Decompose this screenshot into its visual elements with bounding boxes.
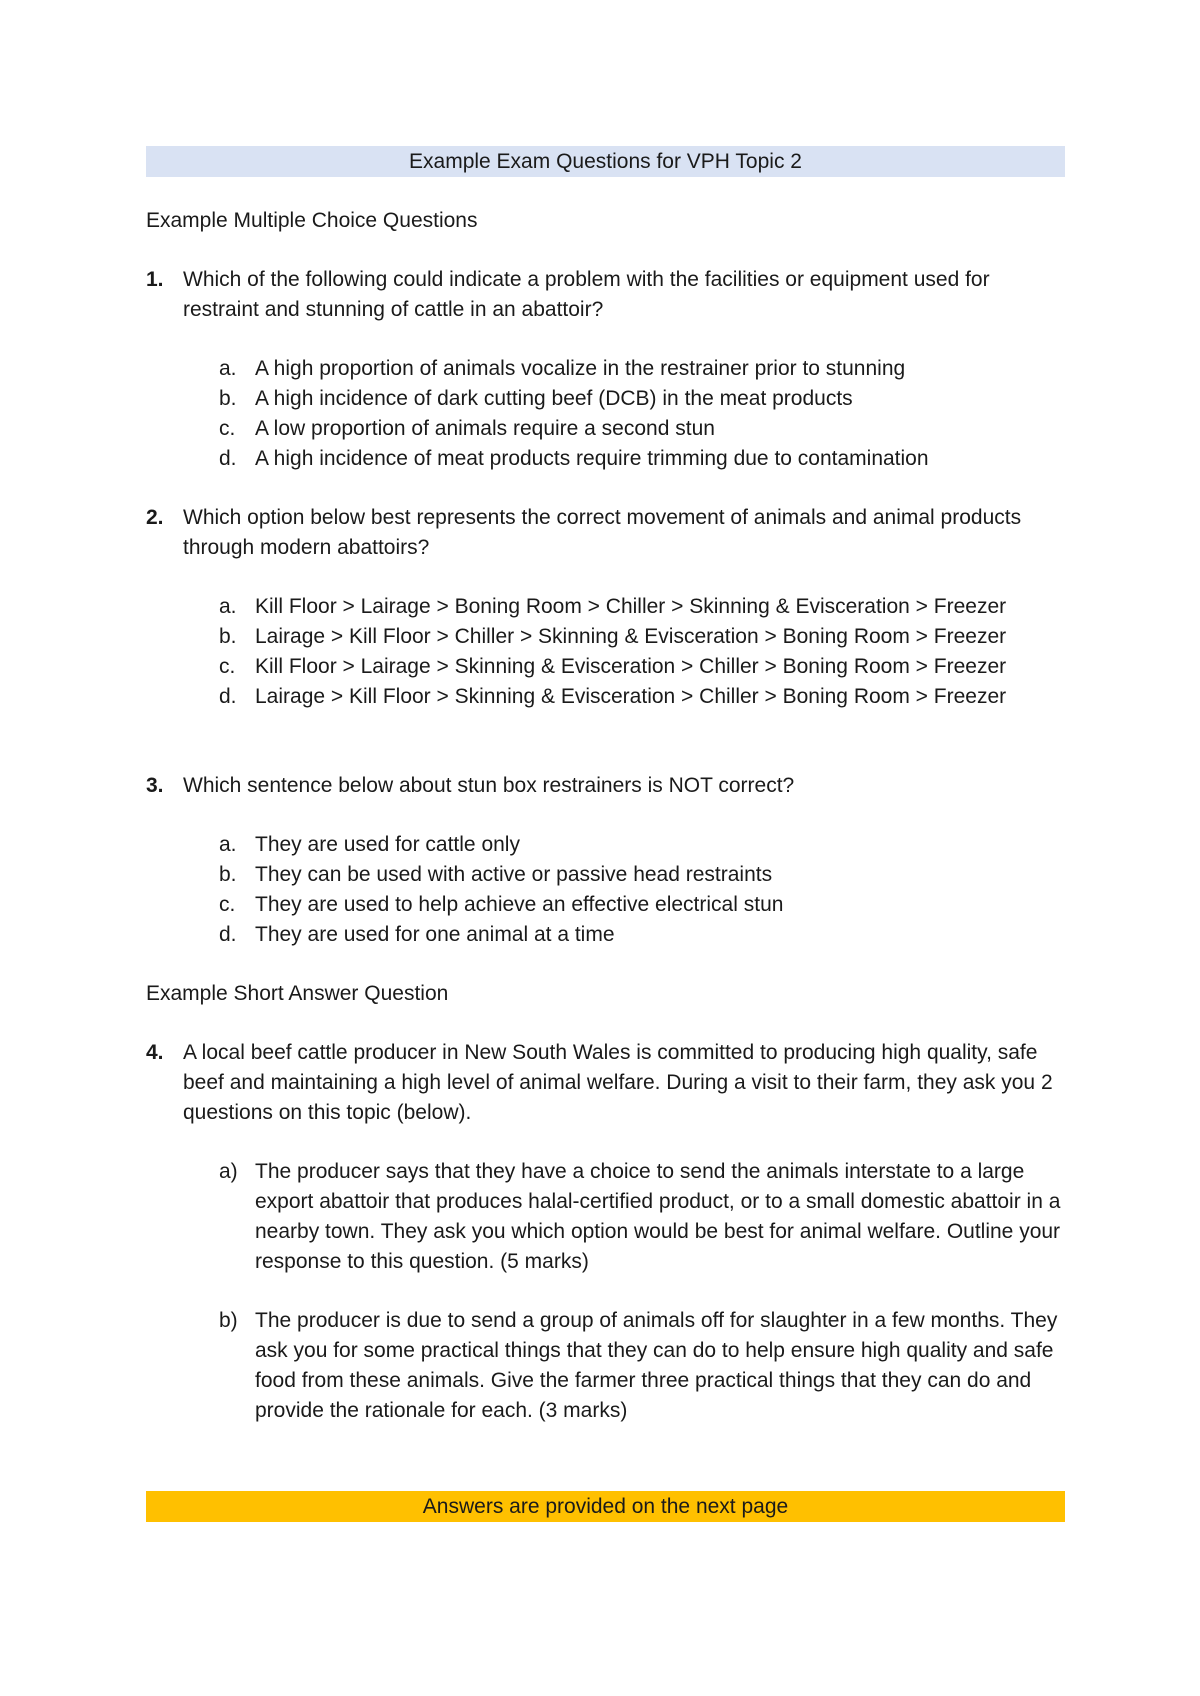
option-letter: b.	[219, 625, 237, 648]
question-text: A local beef cattle producer in New South Wales is committed to producing high quality, safe beef and maintaining a high level of animal welfare. During a visit to their farm, they ask you 2 questions on this topic (below).	[183, 1041, 1053, 1124]
option-item	[219, 920, 1065, 950]
question-4	[146, 1038, 1065, 1128]
question-1	[146, 265, 1065, 325]
question-number: 4.	[146, 1041, 164, 1064]
saq-heading: Example Short Answer Question	[146, 982, 449, 1005]
question-text: Which of the following could indicate a problem with the facilities or equipment used for restraint and stunning of cattle in an abattoir?	[183, 268, 990, 321]
option-item	[219, 890, 1065, 920]
option-letter: a.	[219, 357, 237, 380]
option-text: Lairage > Kill Floor > Chiller > Skinning & Evisceration > Boning Room > Freezer	[255, 625, 1007, 648]
option-text: A high incidence of dark cutting beef (DCB) in the meat products	[255, 387, 853, 410]
option-text: A high incidence of meat products require trimming due to contamination	[255, 447, 929, 470]
option-item	[219, 622, 1065, 652]
sub-question-a	[219, 1157, 1065, 1277]
question-2-options	[146, 592, 1065, 712]
option-letter: a.	[219, 833, 237, 856]
question-number: 1.	[146, 268, 164, 291]
option-text: They are used for one animal at a time	[255, 923, 615, 946]
option-item	[219, 860, 1065, 890]
part-text: The producer is due to send a group of animals off for slaughter in a few months. They ask you for some practical things that they can do to help ensure high quality and safe food from these animals. Give the farmer three practical things that they can do and provide the rationale for each. (3 marks)	[255, 1309, 1058, 1422]
question-text: Which sentence below about stun box restrainers is NOT correct?	[183, 774, 795, 797]
part-letter: b)	[219, 1309, 238, 1332]
option-text: Lairage > Kill Floor > Skinning & Evisceration > Chiller > Boning Room > Freezer	[255, 685, 1007, 708]
question-3	[146, 771, 1065, 801]
option-text: A high proportion of animals vocalize in the restrainer prior to stunning	[255, 357, 906, 380]
part-letter: a)	[219, 1160, 238, 1183]
question-number: 3.	[146, 774, 164, 797]
option-item	[219, 682, 1065, 712]
option-text: They are used to help achieve an effective electrical stun	[255, 893, 784, 916]
option-text: Kill Floor > Lairage > Skinning & Evisceration > Chiller > Boning Room > Freezer	[255, 655, 1007, 678]
option-text: They can be used with active or passive head restraints	[255, 863, 773, 886]
option-letter: d.	[219, 923, 237, 946]
exam-page	[146, 146, 1065, 1426]
option-item	[219, 354, 1065, 384]
question-number: 2.	[146, 506, 164, 529]
question-2	[146, 503, 1065, 563]
option-item	[219, 592, 1065, 622]
sub-question-b	[219, 1306, 1065, 1426]
option-text: Kill Floor > Lairage > Boning Room > Chiller > Skinning & Evisceration > Freezer	[255, 595, 1007, 618]
question-text: Which option below best represents the correct movement of animals and animal products through modern abattoirs?	[183, 506, 1022, 559]
question-3-options	[146, 830, 1065, 950]
option-item	[219, 830, 1065, 860]
option-letter: b.	[219, 863, 237, 886]
question-4-parts	[146, 1157, 1065, 1426]
option-item	[219, 414, 1065, 444]
mcq-heading: Example Multiple Choice Questions	[146, 209, 478, 232]
option-item	[219, 444, 1065, 474]
part-text: The producer says that they have a choice to send the animals interstate to a large export abattoir that produces halal-certified product, or to a small domestic abattoir in a nearby town. They ask you which option would be best for animal welfare. Outline your response to this question. (5 marks)	[255, 1160, 1061, 1273]
option-letter: b.	[219, 387, 237, 410]
page-title: Example Exam Questions for VPH Topic 2	[146, 146, 1065, 177]
option-item	[219, 384, 1065, 414]
option-letter: c.	[219, 893, 236, 916]
option-letter: c.	[219, 655, 236, 678]
option-letter: a.	[219, 595, 237, 618]
option-text: A low proportion of animals require a second stun	[255, 417, 715, 440]
answers-note: Answers are provided on the next page	[146, 1491, 1065, 1522]
option-letter: c.	[219, 417, 236, 440]
question-1-options	[146, 354, 1065, 474]
option-item	[219, 652, 1065, 682]
option-text: They are used for cattle only	[255, 833, 520, 856]
option-letter: d.	[219, 447, 237, 470]
option-letter: d.	[219, 685, 237, 708]
